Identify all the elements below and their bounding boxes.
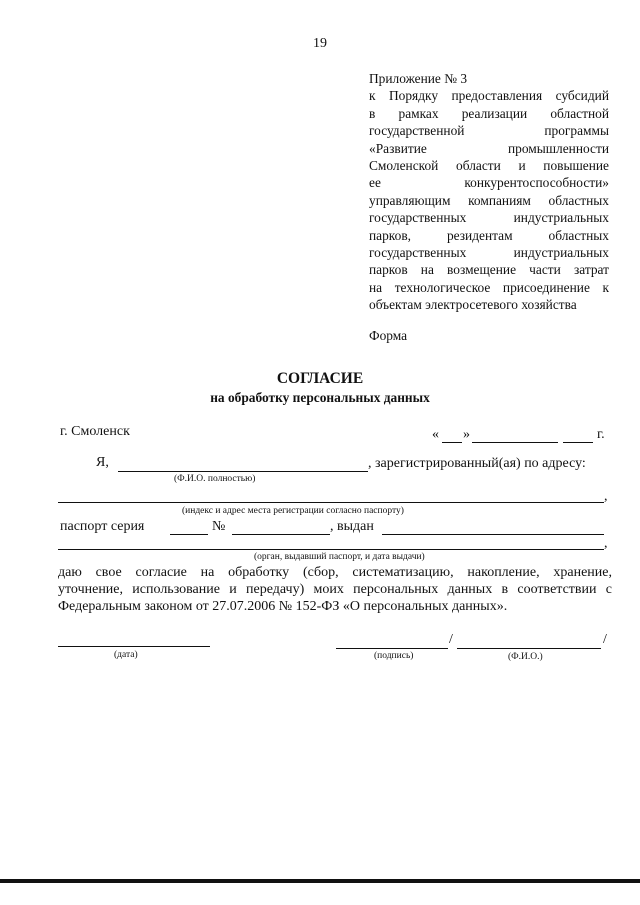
passport-series-field[interactable]	[170, 534, 208, 535]
date-hint: (дата)	[114, 650, 138, 660]
appendix-line: ее конкурентоспособности»	[369, 175, 609, 191]
number-label: №	[212, 519, 226, 534]
date-year-field[interactable]	[563, 442, 593, 443]
appendix-line: к Порядку предоставления субсидий	[369, 88, 609, 104]
bottom-scan-border	[0, 879, 640, 883]
appendix-line: на технологическое присоединение к	[369, 279, 609, 295]
consent-line: уточнение, использование и передачу) моих персональных данных в соответствии с	[58, 582, 612, 598]
appendix-line: в рамках реализации областной	[369, 105, 609, 121]
date-open-quote: «	[432, 427, 439, 442]
appendix-title: Приложение № 3	[369, 71, 468, 86]
fio-field[interactable]	[118, 471, 368, 472]
appendix-line: государственной программы	[369, 123, 609, 139]
issuer-comma: ,	[604, 536, 608, 551]
consent-line: Федеральным законом от 27.07.2006 № 152-ФЗ «О персональных данных».	[58, 599, 508, 615]
document-title: СОГЛАСИЕ	[276, 370, 364, 387]
issuer-hint: (орган, выдавший паспорт, и дата выдачи)	[254, 552, 425, 562]
appendix-line: государственных индустриальных	[369, 210, 609, 226]
address-field[interactable]	[58, 502, 604, 503]
signature-hint: (подпись)	[374, 651, 414, 661]
appendix-line: парков на возмещение части затрат	[369, 262, 609, 278]
city-label: г. Смоленск	[60, 424, 130, 439]
appendix-line: объектам электросетевого хозяйства	[369, 297, 577, 313]
signature-field[interactable]	[336, 648, 448, 649]
slash-separator: /	[603, 632, 607, 647]
i-label: Я,	[96, 455, 109, 470]
passport-number-field[interactable]	[232, 534, 330, 535]
form-label: Форма	[369, 328, 408, 343]
appendix-line: управляющим компаниям областных	[369, 192, 609, 208]
appendix-line: парков, резидентам областных	[369, 227, 609, 243]
consent-line: даю свое согласие на обработку (сбор, систематизацию, накопление, хранение,	[58, 565, 612, 580]
appendix-header	[369, 70, 609, 314]
appendix-line: государственных индустриальных	[369, 245, 609, 261]
fio-short-hint: (Ф.И.О.)	[508, 652, 543, 662]
registered-label: , зарегистрированный(ая) по адресу:	[368, 456, 586, 471]
date-month-field[interactable]	[472, 442, 558, 443]
appendix-line: «Развитие промышленности	[369, 140, 609, 156]
issued-by-field[interactable]	[382, 534, 604, 535]
fio-hint: (Ф.И.О. полностью)	[174, 474, 256, 484]
passport-label: паспорт серия	[60, 519, 145, 534]
issued-label: , выдан	[330, 519, 374, 534]
issuer-field[interactable]	[58, 549, 604, 550]
address-hint: (индекс и адрес места регистрации согласно паспорту)	[182, 506, 404, 516]
date-day-field[interactable]	[442, 442, 462, 443]
date-signature-field[interactable]	[58, 646, 210, 647]
page-number: 19	[313, 36, 327, 51]
slash-separator: /	[449, 632, 453, 647]
appendix-line: Смоленской области и повышение	[369, 158, 609, 174]
signature-fio-field[interactable]	[457, 648, 601, 649]
document-subtitle: на обработку персональных данных	[210, 390, 430, 405]
address-comma: ,	[604, 489, 608, 504]
year-suffix: г.	[597, 427, 605, 442]
consent-paragraph	[58, 564, 612, 616]
date-close-quote: »	[463, 427, 470, 442]
